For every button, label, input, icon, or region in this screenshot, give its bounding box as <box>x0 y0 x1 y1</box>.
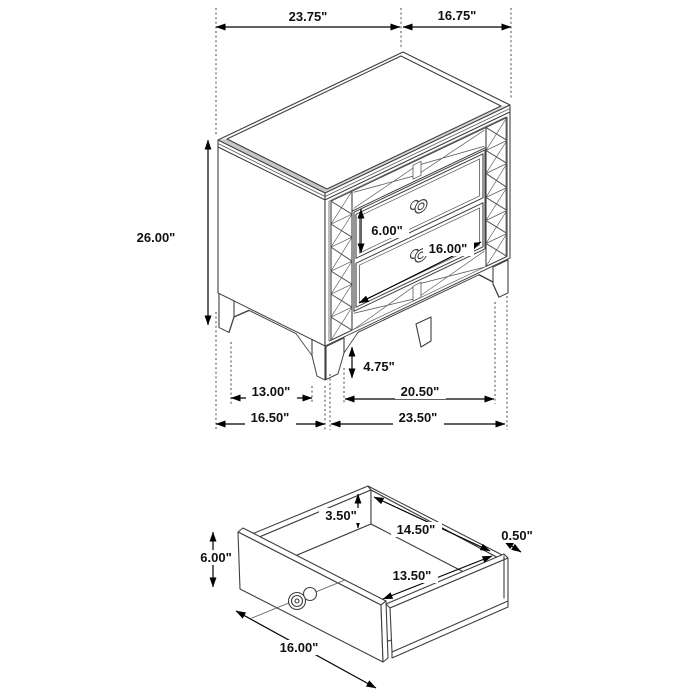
drawer-figure <box>193 486 540 688</box>
dim-top-width-label: 23.75" <box>288 9 328 24</box>
dim-drawer-interior-depth-label: 13.50" <box>392 568 432 583</box>
dim-leg-height-label: 4.75" <box>363 359 395 374</box>
nightstand-back-left-leg <box>219 293 234 334</box>
dim-drawer-interior-width-label: 14.50" <box>396 522 436 537</box>
dim-overall-height-label: 26.00" <box>136 230 176 245</box>
nightstand-front-left-leg <box>312 340 325 380</box>
dim-side-depth-label: 16.50" <box>250 410 290 425</box>
dim-front-leg-span-label: 20.50" <box>400 384 440 399</box>
dim-drawer-interior-height-label: 3.50" <box>325 508 357 523</box>
dim-drawer-front-width-label: 16.00" <box>279 640 319 655</box>
dim-drawer-front-width-label: 16.00" <box>428 241 468 256</box>
dim-drawer-front-height-label: 6.00" <box>200 550 232 565</box>
dim-top-depth-label: 16.75" <box>437 8 477 23</box>
dim-front-width-label: 23.50" <box>398 410 438 425</box>
nightstand-figure <box>130 8 511 430</box>
dim-side-leg-span-label: 13.00" <box>251 384 291 399</box>
nightstand-front-right-leg <box>493 260 508 300</box>
dim-drawer-wall-thickness-label: 0.50" <box>501 528 533 543</box>
dim-drawer-front-height-label: 6.00" <box>371 223 403 238</box>
nightstand-back-right-leg <box>416 317 431 347</box>
